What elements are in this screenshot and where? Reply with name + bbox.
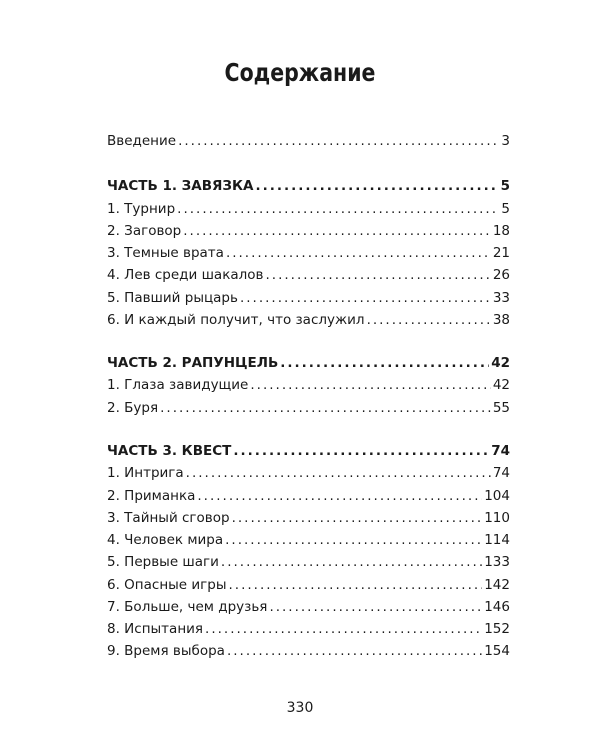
- toc-entry-label: 3. Тайный сговор: [107, 510, 230, 526]
- toc-entry-page: 146: [484, 599, 510, 615]
- toc-part-1[interactable]: [107, 176, 510, 196]
- toc-entry-page: 110: [484, 510, 510, 526]
- toc-entry-page: 133: [484, 554, 510, 570]
- toc-entry-page: 142: [484, 577, 510, 593]
- toc-entry[interactable]: [107, 597, 510, 617]
- toc-entry[interactable]: [107, 575, 510, 595]
- toc-part-label: ЧАСТЬ 2. РАПУНЦЕЛЬ: [107, 355, 279, 371]
- dot-leader: [160, 398, 491, 418]
- toc-entry[interactable]: [107, 486, 510, 506]
- toc-entry-page: 55: [492, 400, 510, 416]
- toc-entry-page: 42: [492, 377, 510, 393]
- toc-entry-label: 1. Турнир: [107, 201, 176, 217]
- dot-leader: [232, 508, 483, 528]
- toc-part-page: 74: [491, 443, 510, 459]
- toc-entry-label: 6. И каждый получит, что заслужил: [107, 312, 365, 328]
- dot-leader: [229, 575, 483, 595]
- toc-entry-label: 7. Больше, чем друзья: [107, 599, 268, 615]
- toc-part-2[interactable]: [107, 353, 510, 373]
- dot-leader: [240, 288, 491, 308]
- dot-leader: [227, 641, 482, 661]
- page-number: 330: [286, 700, 314, 716]
- toc-entry-page: 18: [492, 223, 510, 239]
- toc-part-page: 5: [500, 178, 510, 194]
- toc-entry-label: 9. Время выбора: [107, 643, 225, 659]
- toc-entry[interactable]: [107, 221, 510, 241]
- toc-entry[interactable]: [107, 243, 510, 263]
- dot-leader: [233, 441, 489, 461]
- toc-entry[interactable]: [107, 508, 510, 528]
- dot-leader: [186, 463, 491, 483]
- dot-leader: [205, 619, 482, 639]
- toc-entry-label: 4. Лев среди шакалов: [107, 267, 264, 283]
- dot-leader: [221, 552, 482, 572]
- toc-entry-page: 114: [484, 532, 510, 548]
- toc-entry-label: 2. Буря: [107, 400, 159, 416]
- dot-leader: [197, 486, 482, 506]
- toc-entry-label: 3. Темные врата: [107, 245, 224, 261]
- toc-entry[interactable]: [107, 265, 510, 285]
- dot-leader: [183, 221, 491, 241]
- toc-entry-page: 26: [492, 267, 510, 283]
- toc-part-label: ЧАСТЬ 3. КВЕСТ: [107, 443, 232, 459]
- dot-leader: [269, 597, 482, 617]
- toc-part-label: ЧАСТЬ 1. ЗАВЯЗКА: [107, 178, 254, 194]
- dot-leader: [178, 131, 499, 151]
- toc-entry-label: 1. Глаза завидущие: [107, 377, 249, 393]
- toc-entry-page: 38: [492, 312, 510, 328]
- toc-entry[interactable]: [107, 398, 510, 418]
- toc-part-3[interactable]: [107, 441, 510, 461]
- toc-entry-label: 2. Заговор: [107, 223, 182, 239]
- toc-entry-label: Введение: [107, 133, 177, 149]
- toc-entry[interactable]: [107, 199, 510, 219]
- toc-entry-page: 5: [501, 201, 510, 217]
- toc-entry-page: 74: [492, 465, 510, 481]
- dot-leader: [280, 353, 489, 373]
- toc-entry-label: 2. Приманка: [107, 488, 196, 504]
- toc-entry[interactable]: [107, 310, 510, 330]
- dot-leader: [225, 530, 482, 550]
- toc-entry[interactable]: [107, 375, 510, 395]
- toc-entry[interactable]: [107, 641, 510, 661]
- toc-entry-intro[interactable]: [107, 131, 510, 151]
- toc-entry-label: 4. Человек мира: [107, 532, 224, 548]
- toc-entry[interactable]: [107, 463, 510, 483]
- toc-entry-label: 1. Интрига: [107, 465, 184, 481]
- toc-entry[interactable]: [107, 288, 510, 308]
- toc-entry-label: 6. Опасные игры: [107, 577, 227, 593]
- page-title: Содержание: [224, 58, 376, 87]
- toc-entry-label: 5. Павший рыцарь: [107, 290, 238, 306]
- toc-entry[interactable]: [107, 619, 510, 639]
- toc-part-page: 42: [491, 355, 510, 371]
- dot-leader: [250, 375, 490, 395]
- toc-entry[interactable]: [107, 552, 510, 572]
- toc-entry[interactable]: [107, 530, 510, 550]
- toc-entry-page: 33: [492, 290, 510, 306]
- dot-leader: [255, 176, 498, 196]
- dot-leader: [177, 199, 499, 219]
- toc-entry-label: 8. Испытания: [107, 621, 204, 637]
- toc-entry-page: 21: [492, 245, 510, 261]
- toc-entry-page: 152: [484, 621, 510, 637]
- dot-leader: [367, 310, 491, 330]
- toc-entry-page: 104: [484, 488, 510, 504]
- toc-entry-page: 154: [484, 643, 510, 659]
- dot-leader: [226, 243, 491, 263]
- toc-entry-label: 5. Первые шаги: [107, 554, 219, 570]
- toc-entry-page: 3: [501, 133, 510, 149]
- dot-leader: [265, 265, 490, 285]
